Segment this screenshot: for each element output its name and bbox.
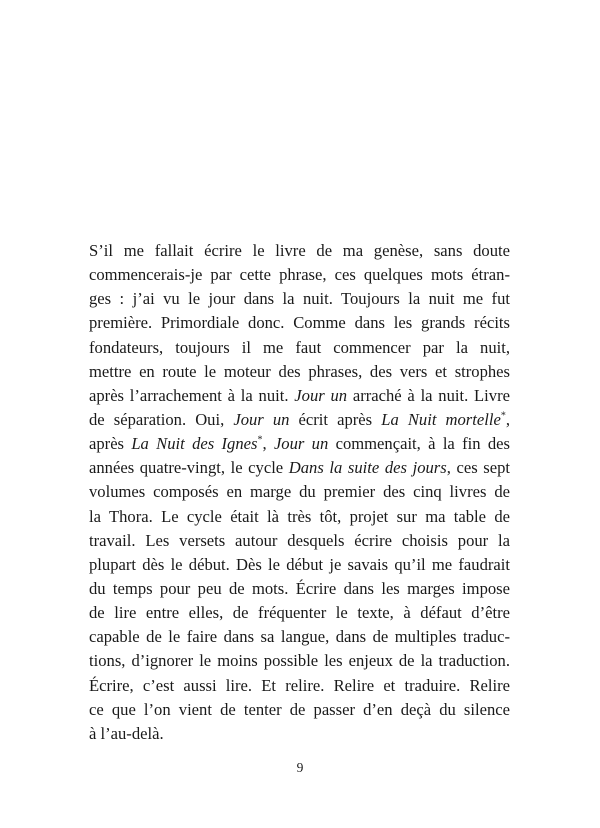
text-line: ges : j’ai vu le jour dans la nuit. Toujours la nuit me fut bbox=[89, 289, 510, 309]
text-line: années quatre-vingt, le cycle Dans la suite des jours, ces sept bbox=[89, 458, 510, 478]
text-line: tions, d’ignorer le moins possible les enjeux de la traduction. bbox=[89, 651, 510, 671]
text-line: ce que l’on vient de tenter de passer d’en deçà du silence bbox=[89, 699, 510, 719]
text-line: première. Primordiale donc. Comme dans les grands récits bbox=[89, 313, 510, 333]
text-line: fondateurs, toujours il me faut commencer par la nuit, bbox=[89, 337, 510, 357]
text-line: travail. Les versets autour desquels écrire choisis pour la bbox=[89, 530, 510, 550]
text-line: commencerais-je par cette phrase, ces quelques mots étran- bbox=[89, 265, 510, 285]
text-line: S’il me fallait écrire le livre de ma genèse, sans doute bbox=[89, 241, 510, 260]
page-number: 9 bbox=[296, 760, 304, 775]
text-line: après l’arrachement à la nuit. Jour un arraché à la nuit. Livre bbox=[89, 385, 510, 405]
text-line: de séparation. Oui, Jour un écrit après La Nuit mortelle*, bbox=[89, 409, 510, 429]
body-text bbox=[89, 239, 510, 746]
text-line: mettre en route le moteur des phrases, des vers et strophes bbox=[89, 361, 510, 381]
text-line: après La Nuit des Ignes*, Jour un commençait, à la fin des bbox=[89, 434, 510, 454]
text-line: de lire entre elles, de fréquenter le texte, à défaut d’être bbox=[89, 603, 510, 623]
text-line: volumes composés en marge du premier des cinq livres de bbox=[89, 482, 510, 502]
text-line: à l’au-delà. bbox=[89, 723, 164, 743]
text-line: plupart dès le début. Dès le début je savais qu’il me faudrait bbox=[89, 554, 510, 574]
text-line: du temps pour peu de mots. Écrire dans les marges impose bbox=[89, 578, 510, 598]
text-line: capable de le faire dans sa langue, dans de multiples traduc- bbox=[89, 627, 510, 647]
text-line: Écrire, c’est aussi lire. Et relire. Relire et traduire. Relire bbox=[89, 675, 510, 695]
text-line: la Thora. Le cycle était là très tôt, projet sur ma table de bbox=[89, 506, 510, 526]
